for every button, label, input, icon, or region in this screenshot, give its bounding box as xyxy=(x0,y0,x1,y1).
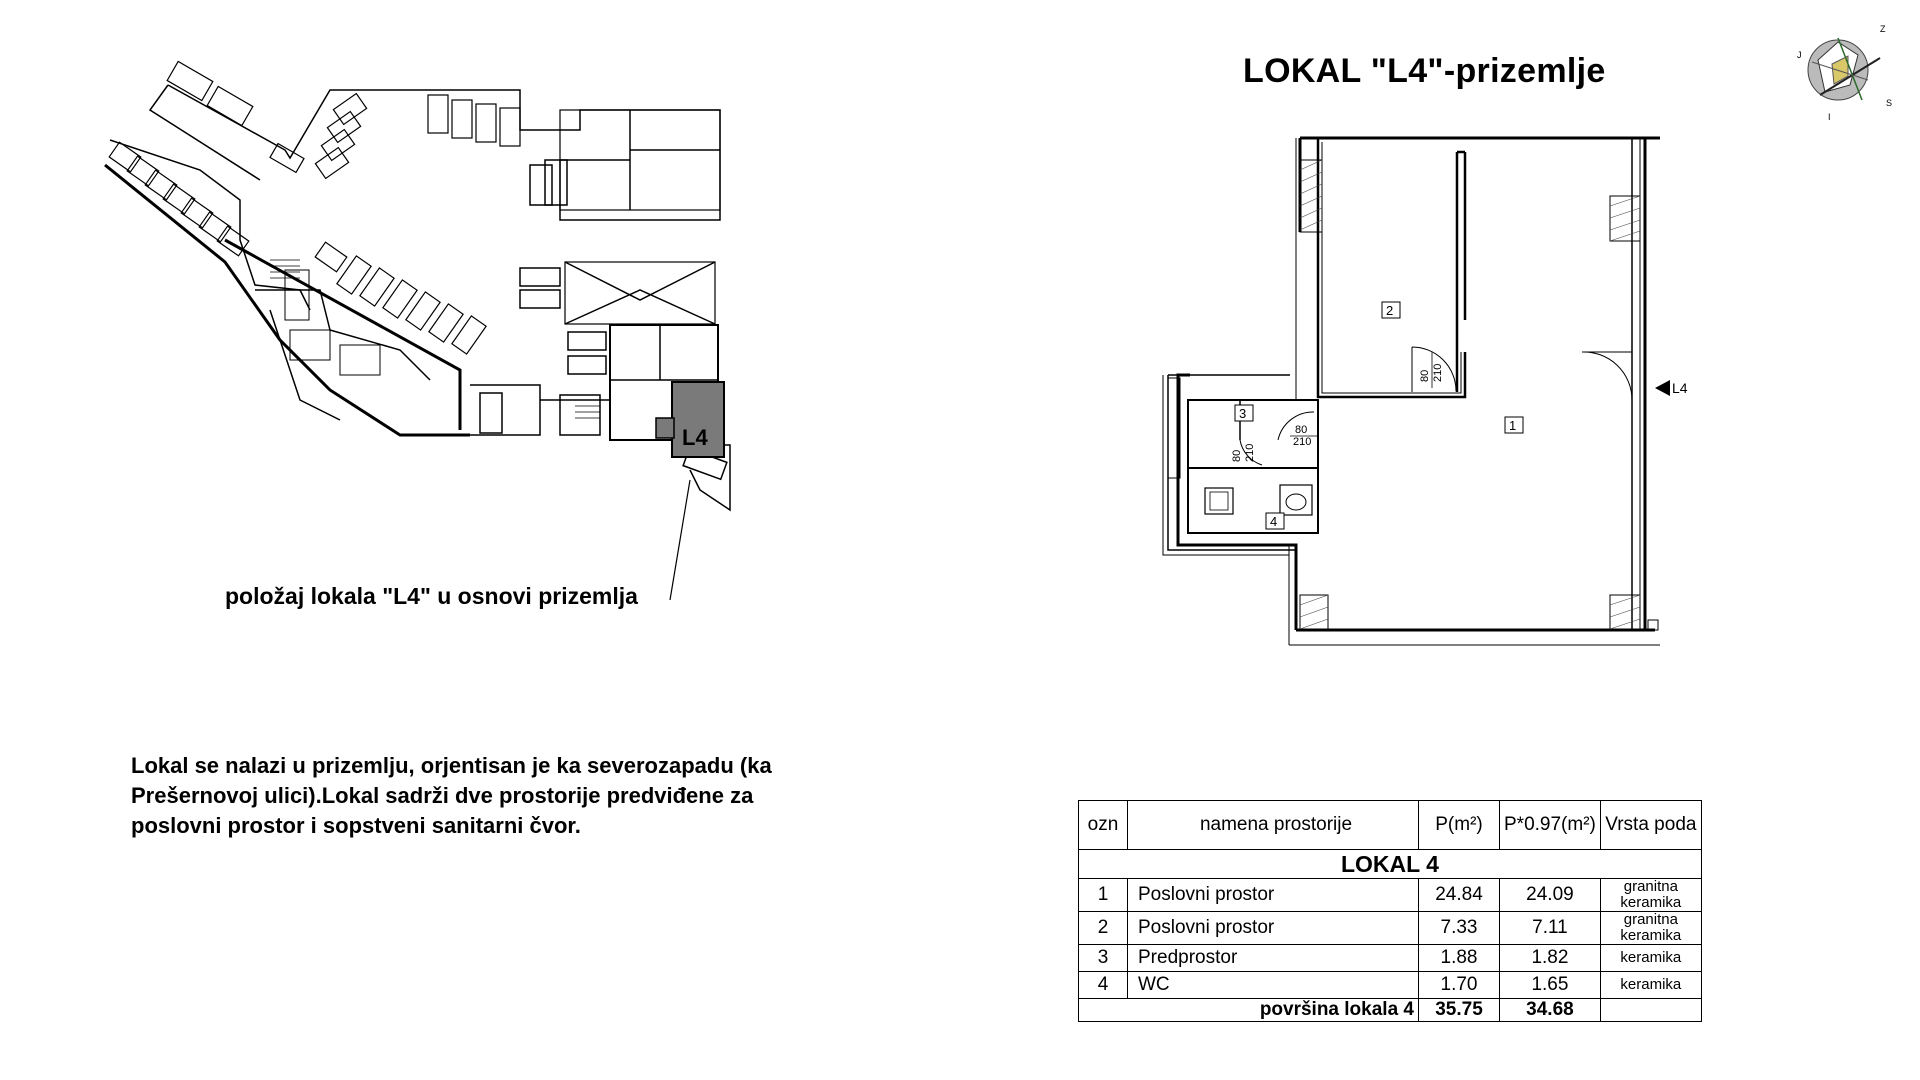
door-dim-pred-width: 80 xyxy=(1231,449,1243,462)
entrance-label: L4 xyxy=(1672,380,1688,396)
total-label: površina lokala 4 xyxy=(1128,999,1419,1022)
row-area: 1.88 xyxy=(1419,945,1500,972)
header-name: namena prostorije xyxy=(1128,801,1419,850)
door-dim-wc-width: 80 xyxy=(1295,424,1308,436)
table-row xyxy=(1079,972,1702,999)
row-ozn: 3 xyxy=(1079,945,1128,972)
door-dim-room2-width: 80 xyxy=(1419,369,1431,382)
floor-plan xyxy=(1163,138,1670,645)
row-ozn: 2 xyxy=(1079,912,1128,945)
total-area-097: 34.68 xyxy=(1500,999,1601,1022)
row-area-097: 7.11 xyxy=(1500,912,1601,945)
header-ozn: ozn xyxy=(1079,801,1128,850)
compass-letter-z: Z xyxy=(1880,24,1886,34)
row-floor: granitna keramika xyxy=(1600,879,1701,912)
room-tags xyxy=(1235,302,1523,529)
room-tag-4: 4 xyxy=(1270,514,1278,529)
section-title: LOKAL 4 xyxy=(1079,850,1702,879)
table-row xyxy=(1079,879,1702,912)
row-floor: keramika xyxy=(1600,972,1701,999)
row-floor: keramika xyxy=(1600,945,1701,972)
compass-icon xyxy=(1797,24,1892,122)
table-row xyxy=(1079,945,1702,972)
row-name: WC xyxy=(1128,972,1419,999)
total-area: 35.75 xyxy=(1419,999,1500,1022)
row-name: Predprostor xyxy=(1128,945,1419,972)
header-floor: Vrsta poda xyxy=(1600,801,1701,850)
row-name: Poslovni prostor xyxy=(1128,879,1419,912)
compass-letter-j: J xyxy=(1797,50,1802,60)
table-section-row xyxy=(1079,850,1702,879)
door-dim-room2-height: 210 xyxy=(1432,363,1444,382)
site-unit-label: L4 xyxy=(682,425,708,450)
compass-letter-s: S xyxy=(1886,98,1893,108)
unit-description xyxy=(131,751,891,841)
room-tag-3: 3 xyxy=(1239,406,1247,421)
unit-l4-highlight-annex xyxy=(656,418,674,438)
header-area-097: P*0.97(m²) xyxy=(1500,801,1601,850)
row-floor: granitna keramika xyxy=(1600,912,1701,945)
row-ozn: 4 xyxy=(1079,972,1128,999)
row-ozn: 1 xyxy=(1079,879,1128,912)
row-area: 24.84 xyxy=(1419,879,1500,912)
site-plan xyxy=(105,61,730,600)
site-plan-caption: položaj lokala "L4" u osnovi prizemlja xyxy=(225,583,638,609)
room-tag-1: 1 xyxy=(1509,418,1517,433)
row-area: 1.70 xyxy=(1419,972,1500,999)
room-tag-2: 2 xyxy=(1386,303,1394,318)
table-total-row xyxy=(1079,999,1702,1022)
row-area: 7.33 xyxy=(1419,912,1500,945)
description-line: Prešernovoj ulici).Lokal sadrži dve prostorije predviđene za xyxy=(131,783,754,808)
row-area-097: 1.65 xyxy=(1500,972,1601,999)
door-dim-pred-height: 210 xyxy=(1244,443,1256,462)
description-line: Lokal se nalazi u prizemlju, orjentisan je ka severozapadu (ka xyxy=(131,753,772,778)
table-row xyxy=(1079,912,1702,945)
compass-letter-i: I xyxy=(1828,112,1831,122)
header-area: P(m²) xyxy=(1419,801,1500,850)
description-line: poslovni prostor i sopstveni sanitarni čvor. xyxy=(131,813,581,838)
page-title: LOKAL "L4"-prizemlje xyxy=(1243,52,1606,90)
door-dim-wc-height: 210 xyxy=(1293,436,1312,448)
row-area-097: 24.09 xyxy=(1500,879,1601,912)
area-table xyxy=(1078,800,1702,1022)
row-name: Poslovni prostor xyxy=(1128,912,1419,945)
table-header-row xyxy=(1079,801,1702,850)
row-area-097: 1.82 xyxy=(1500,945,1601,972)
